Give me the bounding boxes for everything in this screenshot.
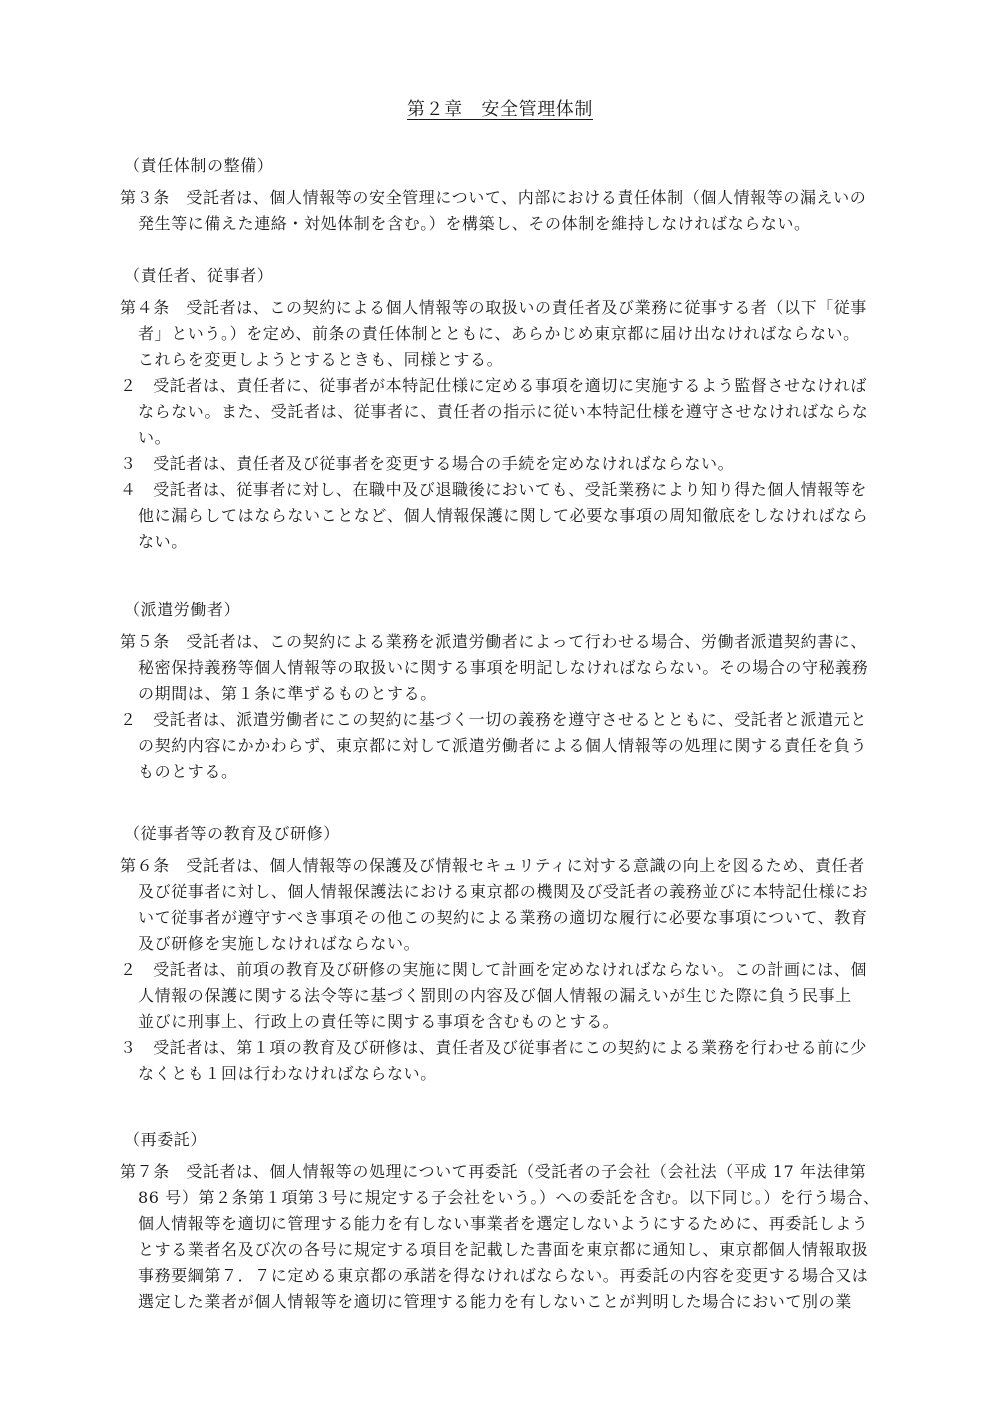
text-line: の契約内容にかかわらず、東京都に対して派遣労働者による個人情報等の処理に関する責任を負う bbox=[138, 736, 868, 755]
text-line: 並びに刑事上、行政上の責任等に関する事項を含むものとする。 bbox=[138, 1012, 620, 1031]
text-line: 第５条 受託者は、この契約による業務を派遣労働者によって行わせる場合、労働者派遣契約書に、 bbox=[120, 632, 868, 651]
article-paragraph bbox=[120, 187, 920, 239]
section-heading: （派遣労働者） bbox=[124, 600, 241, 619]
text-line: 選定した業者が個人情報等を適切に管理する能力を有しないことが判明した場合において別の業 bbox=[138, 1292, 852, 1311]
article-paragraph bbox=[120, 297, 920, 375]
text-line: ３ 受託者は、第１項の教育及び研修は、責任者及び従事者にこの契約による業務を行わせる前に少 bbox=[120, 1038, 868, 1057]
text-line: 第７条 受託者は、個人情報等の処理について再委託（受託者の子会社（会社法（平成 17 年法律第 bbox=[120, 1162, 867, 1181]
section-heading: （従事者等の教育及び研修） bbox=[124, 824, 340, 843]
section-heading: （責任者、従事者） bbox=[124, 266, 274, 285]
section-heading: （責任体制の整備） bbox=[124, 156, 274, 175]
text-line: 第４条 受託者は、この契約による個人情報等の取扱いの責任者及び業務に従事する者（以下「従事 bbox=[120, 298, 868, 317]
clause-paragraph bbox=[120, 453, 920, 479]
text-line: 事務要綱第７．７に定める東京都の承諾を得なければならない。再委託の内容を変更する場合又は bbox=[138, 1266, 869, 1285]
clause-paragraph bbox=[120, 1037, 920, 1089]
clause-paragraph bbox=[120, 709, 920, 787]
text-line: 及び研修を実施しなければならない。 bbox=[138, 934, 421, 953]
article-paragraph bbox=[120, 1161, 920, 1317]
text-line: 秘密保持義務等個人情報等の取扱いに関する事項を明記しなければならない。その場合の守秘義務 bbox=[138, 658, 869, 677]
clause-paragraph bbox=[120, 375, 920, 453]
article-paragraph bbox=[120, 855, 920, 959]
clause-paragraph bbox=[120, 479, 920, 557]
text-line: 個人情報等を適切に管理する能力を有しない事業者を選定しないようにするために、再委託しよう bbox=[138, 1214, 869, 1233]
text-line: ２ 受託者は、責任者に、従事者が本特記仕様に定める事項を適切に実施するよう監督させなければ bbox=[120, 376, 868, 395]
text-line: ものとする。 bbox=[138, 762, 238, 781]
text-line: ２ 受託者は、派遣労働者にこの契約に基づく一切の義務を遵守させるとともに、受託者と派遣元と bbox=[120, 710, 868, 729]
text-line: 他に漏らしてはならないことなど、個人情報保護に関して必要な事項の周知徹底をしなければなら bbox=[138, 506, 869, 525]
text-line: 人情報の保護に関する法令等に基づく罰則の内容及び個人情報の漏えいが生じた際に負う民事上 bbox=[138, 986, 852, 1005]
text-line: 86 号）第２条第１項第３号に規定する子会社をいう。）への委託を含む。以下同じ。）を行う場合、 bbox=[138, 1188, 880, 1207]
text-line: ４ 受託者は、従事者に対し、在職中及び退職後においても、受託業務により知り得た個人情報等を bbox=[120, 480, 868, 499]
text-line: い。 bbox=[138, 428, 172, 447]
text-line: なくとも１回は行わなければならない。 bbox=[138, 1064, 437, 1083]
text-line: 及び従事者に対し、個人情報保護法における東京都の機関及び受託者の義務並びに本特記仕様にお bbox=[138, 882, 869, 901]
text-line: いて従事者が遵守すべき事項その他この契約による業務の適切な履行に必要な事項について、教育 bbox=[138, 908, 868, 927]
text-line: の期間は、第１条に準ずるものとする。 bbox=[138, 684, 437, 703]
text-line: 者」という。）を定め、前条の責任体制とともに、あらかじめ東京都に届け出なければならない。 bbox=[138, 324, 860, 343]
clause-paragraph bbox=[120, 959, 920, 1037]
text-line: ２ 受託者は、前項の教育及び研修の実施に関して計画を定めなければならない。この計画には、個 bbox=[120, 960, 868, 979]
chapter-title: 第２章 安全管理体制 bbox=[407, 99, 593, 120]
text-line: ３ 受託者は、責任者及び従事者を変更する場合の手続を定めなければならない。 bbox=[120, 454, 735, 473]
section-heading: （再委託） bbox=[124, 1130, 208, 1149]
text-line: 第３条 受託者は、個人情報等の安全管理について、内部における責任体制（個人情報等の漏えいの bbox=[120, 188, 867, 207]
text-line: これらを変更しようとするときも、同様とする。 bbox=[138, 350, 504, 369]
text-line: 発生等に備えた連絡・対処体制を含む。）を構築し、その体制を維持しなければならない。 bbox=[138, 214, 811, 233]
text-line: 第６条 受託者は、個人情報等の保護及び情報セキュリティに対する意識の向上を図るため、責任者 bbox=[120, 856, 865, 875]
text-line: ならない。また、受託者は、従事者に、責任者の指示に従い本特記仕様を遵守させなければならな bbox=[138, 402, 869, 421]
article-paragraph bbox=[120, 631, 920, 709]
text-line: とする業者名及び次の各号に規定する項目を記載した書面を東京都に通知し、東京都個人情報取扱 bbox=[138, 1240, 869, 1259]
text-line: ない。 bbox=[138, 532, 188, 551]
